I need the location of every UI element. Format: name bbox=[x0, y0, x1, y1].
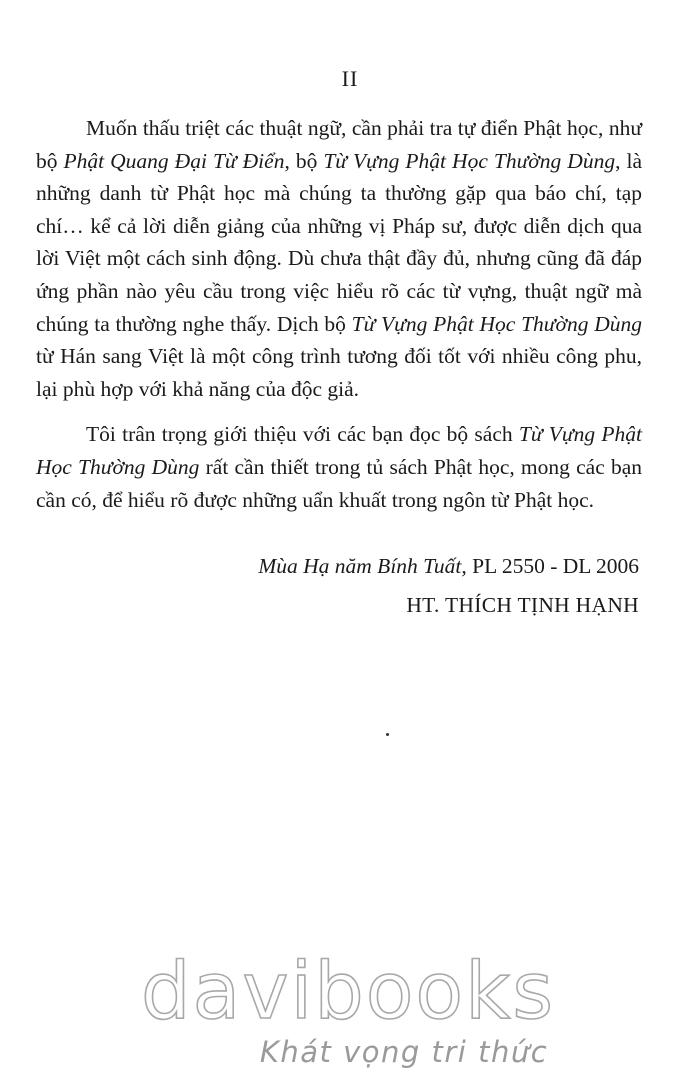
watermark bbox=[0, 940, 700, 1076]
book-title-tu-vung-3: Từ Vựng Phật Học Thường Dùng bbox=[36, 422, 643, 479]
paragraph-intro-text-1: Muốn thấu triệt các thuật ngữ, cần phải tra tự điển Phật học, như bộ bbox=[36, 116, 642, 173]
signature-date bbox=[79, 554, 639, 579]
paragraph-intro bbox=[36, 112, 642, 405]
body-text bbox=[36, 112, 642, 529]
signature-season: Mùa Hạ năm Bính Tuất, bbox=[258, 554, 467, 578]
book-title-tu-vung-2: Từ Vựng Phật Học Thường Dùng bbox=[351, 311, 642, 336]
page-number: II bbox=[341, 66, 359, 91]
paragraph-intro-text-4: từ Hán sang Việt là một công trình tương đối tốt với nhiều công phu, lại phù hợp với khả năng của độc giả. bbox=[36, 344, 642, 401]
paragraph-intro-text-2: , bộ bbox=[284, 148, 324, 173]
watermark-tagline: Khát vọng tri thức bbox=[259, 1035, 549, 1069]
paragraph-recommendation bbox=[36, 418, 642, 516]
paragraph-recommendation-text-1: Tôi trân trọng giới thiệu với các bạn đọc bộ sách bbox=[86, 422, 519, 447]
paragraph-intro-text-3: , là những danh từ Phật học mà chúng ta thường gặp qua báo chí, tạp chí… kể cả lời diễn giảng của những vị Pháp sư, được diễn dịch qua lời Việt một cách sinh động. Dù chưa thật đầy đủ, nhưng cũng đã đáp ứng phần nào yêu cầu trong việc hiểu rõ các từ vựng, thuật ngữ mà chúng ta thường nghe thấy. Dịch bộ bbox=[36, 148, 642, 336]
book-title-phat-quang: Phật Quang Đại Từ Điển bbox=[63, 148, 285, 173]
paragraph-recommendation-text-2: rất cần thiết trong tủ sách Phật học, mong các bạn cần có, để hiểu rõ được những uẩn khuất trong ngôn từ Phật học. bbox=[36, 454, 642, 512]
book-title-tu-vung: Từ Vựng Phật Học Thường Dùng bbox=[323, 148, 616, 173]
signature-author: HT. THÍCH TỊNH HẠNH bbox=[406, 593, 639, 617]
signature-year: PL 2550 - DL 2006 bbox=[466, 554, 639, 578]
ink-speck bbox=[386, 733, 389, 736]
watermark-brand: davibooks bbox=[141, 947, 555, 1037]
watermark-graphic bbox=[0, 940, 700, 1076]
